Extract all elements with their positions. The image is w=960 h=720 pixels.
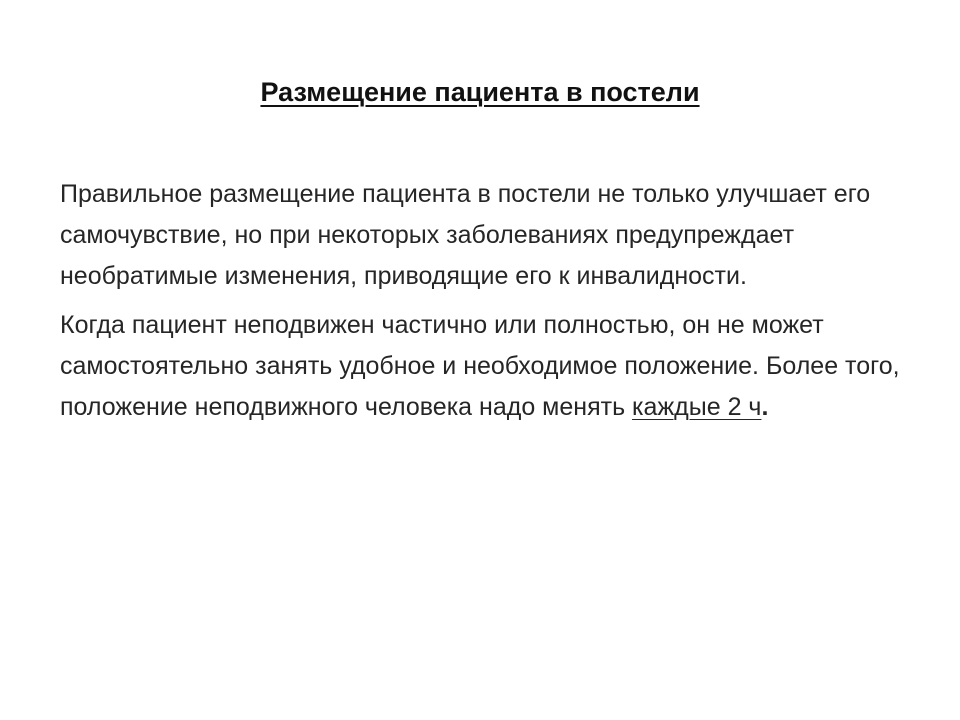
slide-body	[60, 174, 910, 428]
paragraph-2-main: Когда пациент неподвижен частично или полностью, он не может самостоятельно занять удобное и необходимое положение. Более того, положение неподвижного человека надо менять	[60, 311, 900, 421]
paragraph-2-end: .	[761, 393, 769, 421]
slide-title-text: Размещение пациента в постели	[260, 77, 700, 107]
paragraph-2	[60, 305, 910, 428]
paragraph-1: Правильное размещение пациента в постели не только улучшает его самочувствие, но при некоторых заболеваниях предупреждает необратимые изменения, приводящие его к инвалидности.	[60, 180, 871, 290]
interval-emphasis: каждые 2 ч	[632, 393, 762, 421]
slide-title	[0, 72, 960, 112]
